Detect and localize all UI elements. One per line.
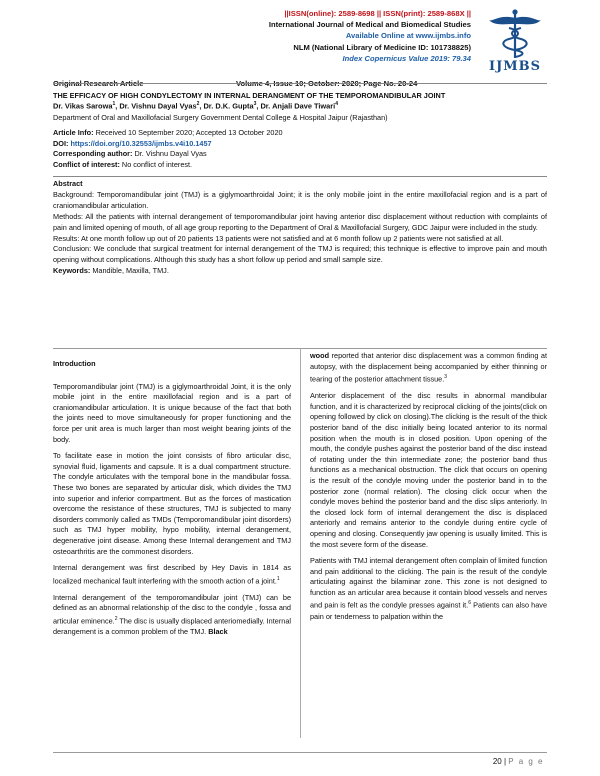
paragraph <box>53 593 291 638</box>
conflict-label: Conflict of interest: <box>53 159 120 169</box>
header-divider <box>53 83 547 84</box>
abstract-heading: Abstract <box>53 179 83 188</box>
footer-rule <box>53 752 547 753</box>
affiliation-marker: 3 <box>253 101 257 107</box>
bold-text: wood <box>310 351 330 360</box>
right-column <box>310 351 547 628</box>
affiliation-marker: 2 <box>196 101 200 107</box>
abstract-background: Background: Temporomandibular joint (TMJ) is a giglymoarthroidal Joint; it is the only mobile joint in the entire maxillofacial region and is a part of craniomandibular articulation. <box>53 189 547 210</box>
left-column <box>53 354 291 644</box>
paragraph-text: Patients with TMJ internal derangement often complain of limited function and pain additional to the clicking. The pain is the result of the condyle articulating against the bilaminar zone. This zone is not designed to function as an articular area because it contain blood vessels and nerves and pain is felt as the condyle presses against it. <box>310 556 547 610</box>
paragraph-text: reported that anterior disc displacement was a common finding at autopsy, with the displacement being accompanied by either thinning or tearing of the posterior attachment tissue. <box>310 351 547 384</box>
conflict-value: No conflict of interest. <box>121 159 193 169</box>
paragraph: To facilitate ease in motion the joint consists of fibro articular disc, synovial fluid, ligaments and capsule. It is a dual compartment structure. The condyle articulates with the temporal bone in the mandibular fossa. These two bones are separated by articular disk, which divides the TMJ into superior and inferior compartment. But as the forces of mastication overcome the resistance of these structures, TMJ is subjected to many disorders commonly called as TMDs (Temporomandibular joint disorders) such as TMJ hyper mobility, hypo mobility, internal derangement, degenerative joint disease. Among these Internal derangement and TMJ osteoarthritis are the commonest disorders. <box>53 451 291 556</box>
article-title: THE EFFICACY OF HIGH CONDYLECTOMY IN INTERNAL DERANGMENT OF THE TEMPOROMANDIBULAR JOINT <box>53 91 446 100</box>
affiliation-marker: 1 <box>112 101 116 107</box>
citation-marker: 3 <box>444 374 448 381</box>
issn-line: ||ISSN(online): 2589-8698 || ISSN(print): 2589-868X || <box>284 9 471 18</box>
doi-link[interactable]: https://doi.org/10.32553/ijmbs.v4i10.1457 <box>70 138 212 148</box>
abstract-conclusion: Conclusion: We conclude that surgical treatment for internal derangement of the TMJ is required; this technique is effective to improve pain and mouth opening without complications. Although this study has a short follow up period and small sample size. <box>53 244 547 265</box>
author-name: Dr. Vikas Sarowa <box>53 101 113 111</box>
introduction-heading: Introduction <box>53 359 96 368</box>
header-lines <box>0 8 471 64</box>
author-list: Dr. Vikas Sarowa$^1$, Dr. Vishnu Dayal Vyas$^2$, Dr. D.K. Gupta$^3$, Dr. Anjali Dave Tiwari$^4$ <box>53 101 338 111</box>
page-number-value: 20 <box>492 757 502 766</box>
keywords: Mandible, Maxilla, TMJ. <box>92 266 169 276</box>
abstract-results: Results: At one month follow up out of 20 patients 13 patients were not satisfied and at 6 month follow up 2 patients were not satisfied at all. <box>53 233 504 243</box>
paragraph <box>53 563 291 587</box>
doi-label: DOI: <box>53 138 69 148</box>
paragraph <box>310 351 547 385</box>
paragraph: Temporomandibular joint (TMJ) is a giglymoarthroidal Joint, it is the only mobile joint in the entire maxillofacial region and is a part of craniomandibular articulation. It is unique because of the fact that both the joints need to move simultaneously for proper functioning and the force per unit area is much larger than most weight bearing joints of the body. <box>53 381 291 444</box>
abstract-methods: Methods: All the patients with internal derangement of temporomandibular joint having anterior disc displacement without reduction with complaints of pain and limited opening of mouth, of all age group reporting to the Department of Oral & Maxillofacial Surgery, GDC Jaipur were included in the study. <box>53 211 547 232</box>
author-name: Dr. D.K. Gupta <box>203 101 254 111</box>
article-info <box>53 128 283 170</box>
author-name: Dr. Vishnu Dayal Vyas <box>119 101 197 111</box>
logo-text: IJMBS <box>489 59 541 74</box>
paragraph-text: Patients can also have pain or tenderness to palpation within the <box>310 600 547 621</box>
article-type: Original Research Article <box>53 79 144 88</box>
paragraph: Anterior displacement of the disc results in abnormal mandibular function, and it is characterized by reciprocal clicking of the joints(click on opening followed by click on closing).The clicking is the result of the thick posterior band of the disc initially being located anterior to its normal position when the mouth is in closed position. Upon opening of the mouth, the condyle pushes against the posterior band of the disc instead of rotating under the thin intermediate zone; the posterior band thus functions as a mechanical obstruction. The click that occurs on opening is the result of the condyle moving under the posterior band in to the posterior zone (normal relation). The closing click occur when the condyle moves behind the posterior band and the disc slips anteriorly. In the closed lock form of internal derangement the disc is displaced anteriorly and remains anterior to the condyle during entire cycle of opening and closing. Consequently jaw opening is usually limited. This is the most severe form of the disease. <box>310 391 547 549</box>
paragraph-text: Internal derangement was first described by Hey Davis in 1814 as localized mechanical fault interfering with the smooth action of a joint. <box>53 563 291 586</box>
citation-marker: 6 <box>468 600 471 607</box>
abstract <box>53 179 547 277</box>
affiliation-marker: 4 <box>335 101 338 107</box>
citation-marker: 1 <box>276 575 280 582</box>
citation-marker: 2 <box>114 615 118 622</box>
paragraph <box>310 556 547 622</box>
article-info-value: Received 10 September 2020; Accepted 13 October 2020 <box>95 128 283 137</box>
journal-name: International Journal of Medical and Biomedical Studies <box>268 20 471 30</box>
volume-info: Volume 4, Issue 10; October: 2020; Page No. 20-24 <box>236 79 418 88</box>
nlm-id: NLM (National Library of Medicine ID: 101738825) <box>293 42 471 52</box>
index-copernicus: Index Copernicus Value 2019: 79.34 <box>342 53 471 63</box>
paragraph-text: The disc is usually displaced anteriomedially. Internal derangement is a common problem of the TMJ. <box>53 616 291 636</box>
paragraph-text: Internal derangement of the temporomandibular joint (TMJ) can be defined as an abnormal relationship of the disc to the condyle , fossa and articular eminence. <box>53 592 291 626</box>
author-name: Dr. Anjali Dave Tiwari <box>260 101 336 111</box>
department: Department of Oral and Maxillofacial Surgery Government Dental College & Hospital Jaipur (Rajasthan) <box>53 113 388 122</box>
column-divider <box>300 348 301 738</box>
abstract-top-rule <box>53 176 547 177</box>
corresponding-author: Dr. Vishnu Dayal Vyas <box>134 149 207 159</box>
corresponding-author-label: Corresponding author: <box>53 149 133 159</box>
available-online-link[interactable]: Available Online at www.ijmbs.info <box>345 31 471 41</box>
page-label: P a g e <box>508 757 544 766</box>
journal-header <box>0 8 600 90</box>
article-info-label: Article Info: <box>53 128 94 137</box>
page-number: 20 | P a g e <box>492 757 544 766</box>
bold-text: Black <box>208 626 228 636</box>
keywords-label: Keywords: <box>53 266 91 276</box>
